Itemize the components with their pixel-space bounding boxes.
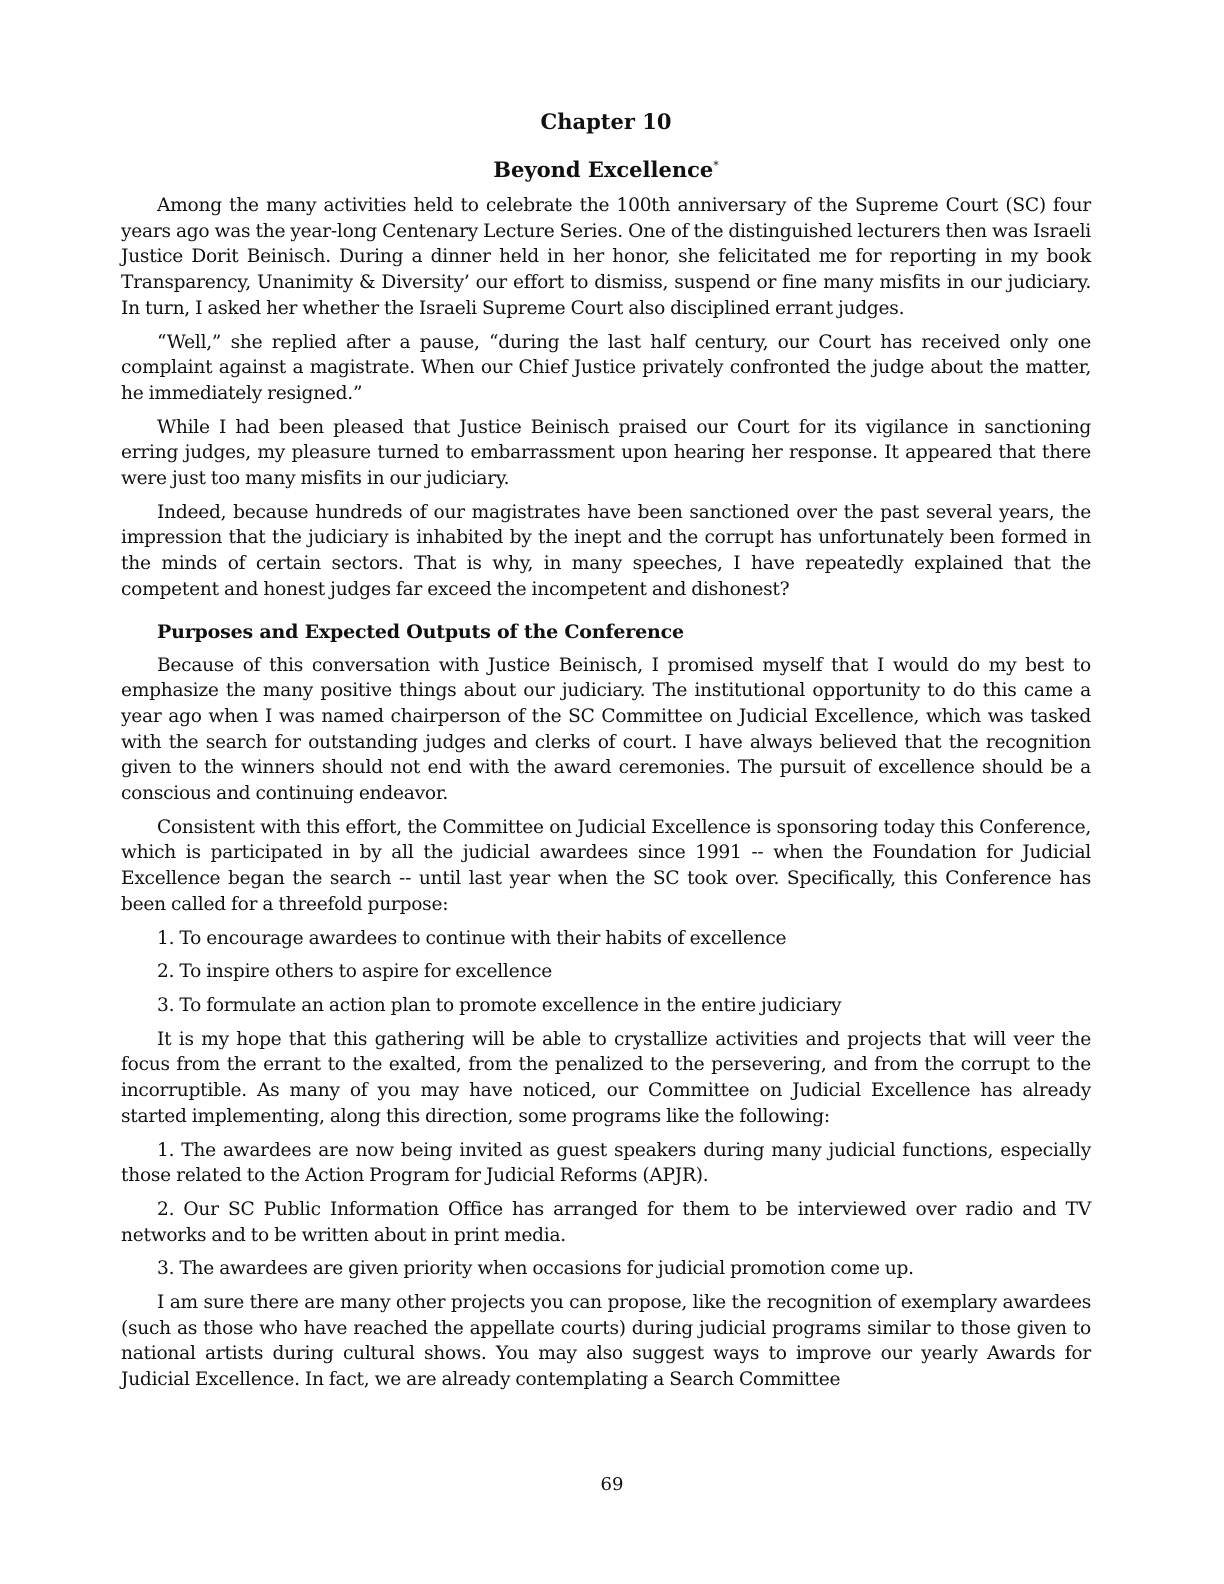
page-number: 69 [600, 1474, 624, 1495]
footnote-mark: * [713, 159, 719, 172]
body-paragraph: Indeed, because hundreds of our magistrates have been sanctioned over the past several years, the impression that the judiciary is inhabited by the inept and the corrupt has unfortunately been formed in the minds of certain sectors. That is why, in many speeches, I have repeatedly explained that the competent and honest judges far exceed the incompetent and dishonest? [121, 501, 1091, 600]
body-paragraph: While I had been pleased that Justice Beinisch praised our Court for its vigilance in sanctioning erring judges, my pleasure turned to embarrassment upon hearing her response. It appeared that there were just too many misfits in our judiciary. [121, 416, 1091, 490]
body-paragraph: Among the many activities held to celebrate the 100th anniversary of the Supreme Court (SC) four years ago was the year-long Centenary Lecture Series. One of the distinguished lecturers then was Israeli Justice Dorit Beinisch. During a dinner held in her honor, she felicitated me for reporting in my book Transparency, Unanimity & Diversity’ our effort to dismiss, suspend or fine many misfits in our judiciary. In turn, I asked her whether the Israeli Supreme Court also disciplined errant judges. [121, 195, 1091, 319]
purpose-list-item: 2. To inspire others to aspire for excellence [157, 961, 552, 983]
body-paragraph: Because of this conversation with Justice Beinisch, I promised myself that I would do my best to emphasize the many positive things about our judiciary. The institutional opportunity to do this came a year ago when I was named chairperson of the SC Committee on Judicial Excellence, which was tasked with the search for outstanding judges and clerks of court. I have always believed that the recognition given to the winners should not end with the award ceremonies. The pursuit of excellence should be a conscious and continuing endeavor. [121, 654, 1091, 805]
program-list-item: 2. Our SC Public Information Office has arranged for them to be interviewed over radio and TV networks and to be written about in print media. [121, 1198, 1091, 1246]
program-list-item: 1. The awardees are now being invited as guest speakers during many judicial functions, especially those related to the Action Program for Judicial Reforms (APJR). [121, 1139, 1091, 1187]
chapter-number: Chapter 10 [540, 109, 672, 134]
body-paragraph: It is my hope that this gathering will be able to crystallize activities and projects that will veer the focus from the errant to the exalted, from the penalized to the persevering, and from the corrupt to the incorruptible. As many of you may have noticed, our Committee on Judicial Excellence has already started implementing, along this direction, some programs like the following: [121, 1028, 1091, 1127]
chapter-title [121, 155, 1091, 185]
document-page [121, 107, 1091, 1401]
section-heading: Purposes and Expected Outputs of the Conference [157, 620, 684, 643]
purpose-list-item: 1. To encourage awardees to continue with their habits of excellence [157, 927, 787, 949]
chapter-title-text: Beyond Excellence [493, 157, 714, 182]
purpose-list-item: 3. To formulate an action plan to promote excellence in the entire judiciary [157, 994, 842, 1016]
program-list-item: 3. The awardees are given priority when occasions for judicial promotion come up. [157, 1258, 914, 1280]
body-paragraph: “Well,” she replied after a pause, “during the last half century, our Court has received only one complaint against a magistrate. When our Chief Justice privately confronted the judge about the matter, he immediately resigned.” [121, 331, 1091, 404]
body-paragraph: Consistent with this effort, the Committee on Judicial Excellence is sponsoring today this Conference, which is participated in by all the judicial awardees since 1991 -- when the Foundation for Judicial Excellence began the search -- until last year when the SC took over. Specifically, this Conference has been called for a threefold purpose: [121, 816, 1091, 915]
body-paragraph: I am sure there are many other projects you can propose, like the recognition of exemplary awardees (such as those who have reached the appellate courts) during judicial programs similar to those given to national artists during cultural shows. You may also suggest ways to improve our yearly Awards for Judicial Excellence. In fact, we are already contemplating a Search Committee [121, 1292, 1091, 1391]
